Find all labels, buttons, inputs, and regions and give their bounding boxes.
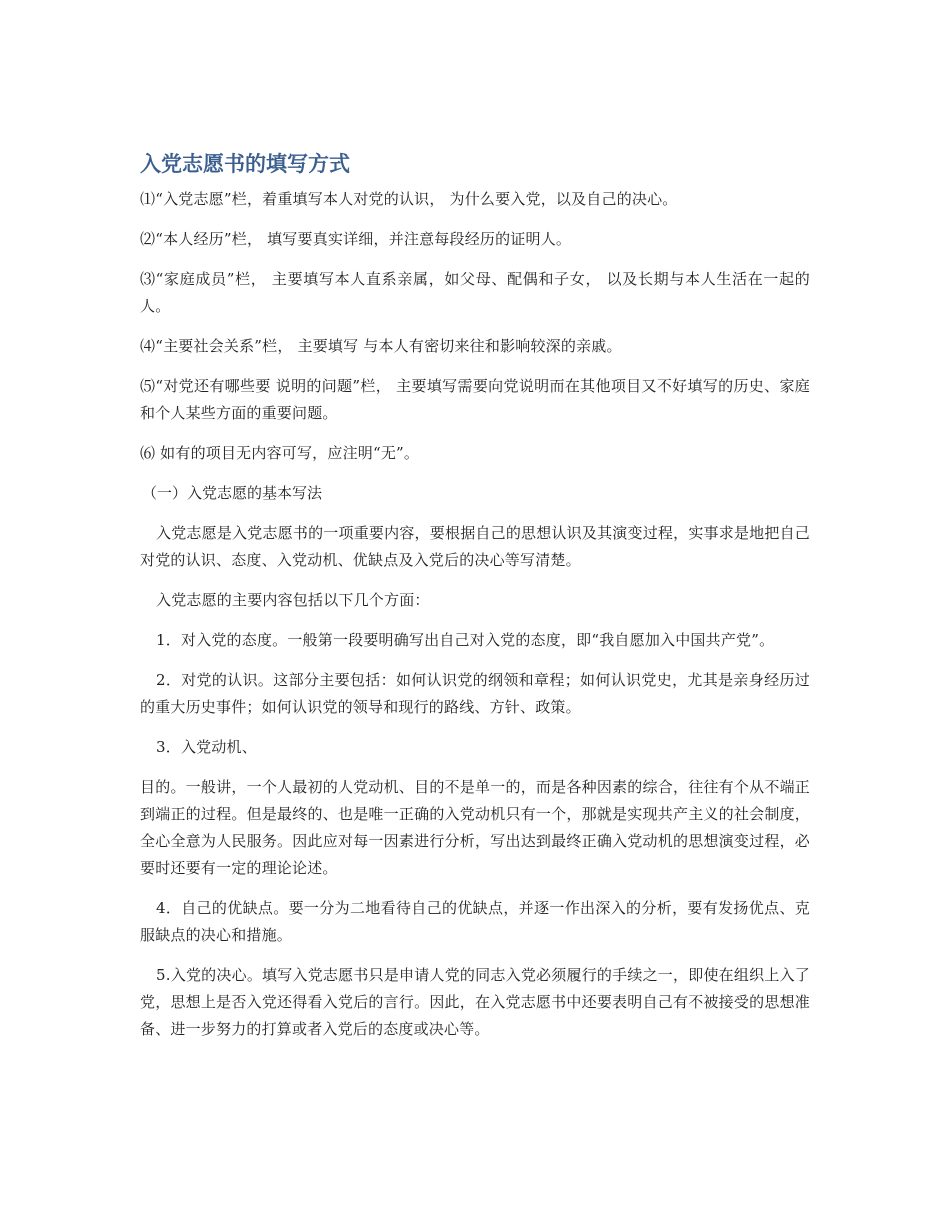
document-page (140, 148, 810, 1056)
point-3-body: 目的。一般讲，一个人最初的人党动机、目的不是单一的，而是各种因素的综合，往往有个从不端正到端正的过程。但是最终的、也是唯一正确的入党动机只有一个，那就是实现共产主义的社会制度，全心全意为人民服务。因此应对每一因素进行分析，写出达到最终正确入党动机的思想演变过程，必要时还要有一定的理论论述。 (140, 778, 810, 877)
item-1: ⑴“入党志愿”栏，着重填写本人对党的认识， 为什么要入党，以及自己的决心。 (140, 190, 678, 208)
intro-paragraph: 入党志愿是入党志愿书的一项重要内容，要根据自己的思想认识及其演变过程，实事求是地把自己对党的认识、态度、入党动机、优缺点及入党后的决心等写清楚。 (140, 524, 810, 569)
contents-lead: 入党志愿的主要内容包括以下几个方面： (156, 591, 430, 609)
item-3: ⑶“家庭成员”栏， 主要填写本人直系亲属，如父母、配偶和子女， 以及长期与本人生活在一起的人。 (140, 270, 810, 315)
point-1: 1．对入党的态度。一般第一段要明确写出自己对入党的态度，即“我自愿加入中国共产党”。 (156, 631, 775, 649)
item-2: ⑵“本人经历”栏， 填写要真实详细，并注意每段经历的证明人。 (140, 230, 572, 248)
point-2: 2．对党的认识。这部分主要包括：如何认识党的纲领和章程；如何认识党史，尤其是亲身经历过的重大历史事件；如何认识党的领导和现行的路线、方针、政策。 (140, 671, 810, 716)
point-4: 4．自己的优缺点。要一分为二地看待自己的优缺点，并逐一作出深入的分析，要有发扬优点、克服缺点的决心和措施。 (140, 899, 810, 944)
document-title: 入党志愿书的填写方式 (140, 152, 350, 176)
point-3-heading: 3．入党动机、 (156, 738, 257, 756)
section-heading: （一）入党志愿的基本写法 (142, 484, 323, 502)
item-6: ⑹ 如有的项目无内容可写，应注明“无”。 (140, 444, 420, 462)
item-4: ⑷“主要社会关系”栏， 主要填写 与本人有密切来往和影响较深的亲戚。 (140, 337, 622, 355)
item-5: ⑸“对党还有哪些要 说明的问题”栏， 主要填写需要向党说明而在其他项目又不好填写的历史、家庭和个人某些方面的重要问题。 (140, 377, 810, 422)
point-5: 5.入党的决心。填写入党志愿书只是申请人党的同志入党必须履行的手续之一，即使在组织上入了党，思想上是否入党还得看入党后的言行。因此，在入党志愿书中还要表明自己有不被接受的思想准备、进一步努力的打算或者入党后的态度或决心等。 (140, 966, 810, 1038)
